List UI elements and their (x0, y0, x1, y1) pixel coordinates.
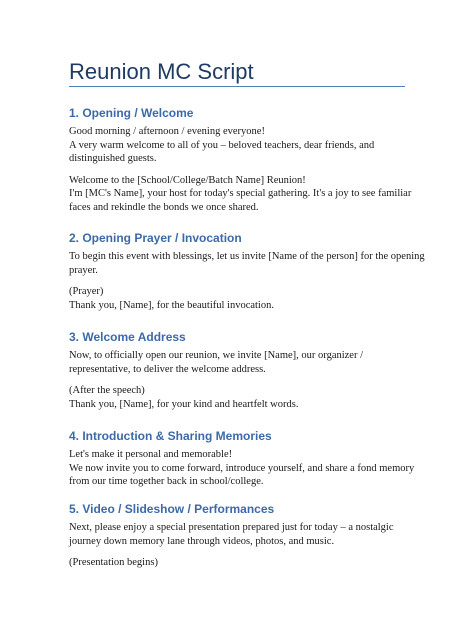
text-line: Thank you, [Name], for the beautiful invocation. (69, 299, 274, 311)
paragraph (69, 349, 414, 376)
text-line: faces and rekindle the bonds we once shared. (69, 201, 259, 213)
paragraph (69, 384, 414, 411)
text-line: Good morning / afternoon / evening everyone! (69, 126, 265, 137)
paragraph (69, 448, 414, 489)
paragraph (69, 521, 414, 548)
section-opening-prayer (69, 230, 425, 312)
text-line: prayer. (69, 264, 98, 276)
text-line: (Prayer) (69, 286, 104, 297)
section-heading: 4. Introduction & Sharing Memories (69, 429, 272, 443)
text-line: from our time together back in school/college. (69, 476, 264, 487)
text-line: We now invite you to come forward, introduce yourself, and share a fond memory (69, 462, 415, 474)
text-line: I'm [MC's Name], your host for today's special gathering. It's a joy to see familiar (69, 188, 412, 199)
section-heading: 5. Video / Slideshow / Performances (69, 502, 275, 516)
section-opening-welcome (69, 105, 414, 214)
paragraph (69, 285, 414, 312)
text-line: To begin this event with blessings, let us invite [Name of the person] for the opening (69, 251, 425, 262)
section-heading: 3. Welcome Address (69, 330, 186, 344)
section-heading: 1. Opening / Welcome (69, 106, 194, 120)
paragraph (69, 556, 414, 570)
text-line: (Presentation begins) (69, 557, 158, 568)
text-line: Now, to officially open our reunion, we invite [Name], our organizer / (69, 350, 364, 361)
text-line: representative, to deliver the welcome address. (69, 363, 266, 375)
document-title: Reunion MC Script (69, 59, 254, 84)
title-underline-rule (69, 86, 405, 87)
paragraph (69, 174, 414, 215)
text-line: Thank you, [Name], for your kind and heartfelt words. (69, 398, 299, 410)
text-line: distinguished guests. (69, 153, 157, 164)
text-line: journey down memory lane through videos, photos, and music. (69, 535, 335, 547)
text-line: (After the speech) (69, 385, 145, 396)
text-line: A very warm welcome to all of you – beloved teachers, dear friends, and (69, 139, 375, 151)
section-introduction-memories (69, 428, 414, 489)
section-welcome-address (69, 329, 414, 411)
text-line: Let's make it personal and memorable! (69, 449, 233, 460)
section-video-slideshow (69, 501, 414, 570)
section-heading: 2. Opening Prayer / Invocation (69, 231, 242, 245)
paragraph (69, 125, 414, 166)
text-line: Next, please enjoy a special presentation prepared just for today – a nostalgic (69, 522, 394, 533)
text-line: Welcome to the [School/College/Batch Name] Reunion! (69, 174, 306, 186)
paragraph (69, 250, 425, 277)
